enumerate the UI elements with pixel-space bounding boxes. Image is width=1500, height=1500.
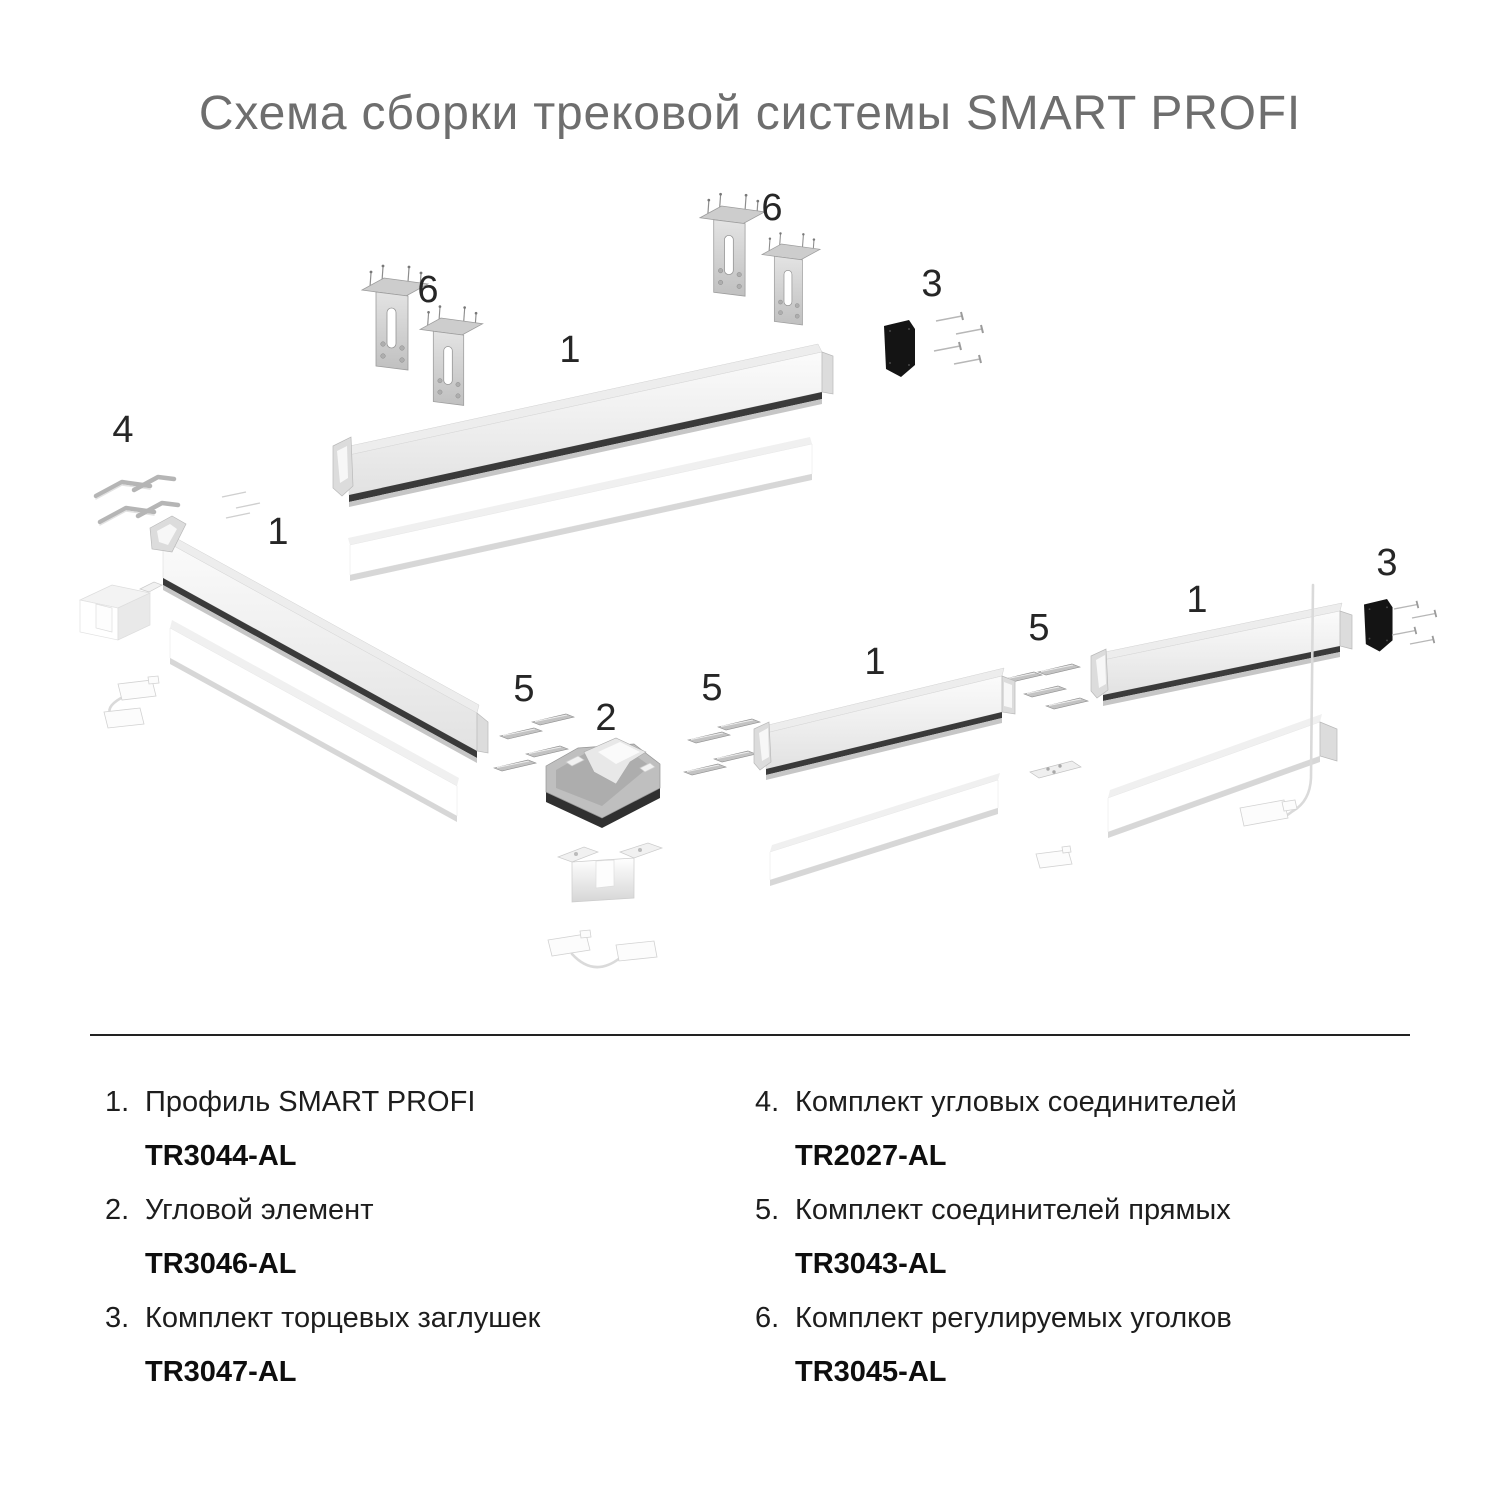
legend-item-code: TR2027-AL xyxy=(795,1140,947,1172)
legend-item xyxy=(755,1194,1395,1280)
callout-straight-connectors-left: 5 xyxy=(513,668,535,710)
legend-item-code: TR3046-AL xyxy=(145,1248,297,1280)
connector-strip xyxy=(500,728,542,739)
legend-column-right xyxy=(755,1086,1395,1410)
legend-item-label: Комплект угловых соединителей xyxy=(795,1086,1237,1118)
legend-item-code: TR3044-AL xyxy=(145,1140,297,1172)
connector-strip xyxy=(1046,698,1088,709)
legend-item-code: TR3047-AL xyxy=(145,1356,297,1388)
legend-item-code: TR3045-AL xyxy=(795,1356,947,1388)
legend-item-number: 4. xyxy=(755,1086,780,1118)
screw-icon xyxy=(954,355,981,364)
bracket-pair-center xyxy=(700,193,820,325)
screw-icon xyxy=(1394,601,1418,609)
corner-mount-bracket xyxy=(558,843,662,902)
screw-icon xyxy=(934,342,961,351)
legend-item-label: Угловой элемент xyxy=(145,1194,374,1226)
divider xyxy=(90,1034,1410,1036)
screw-icon xyxy=(956,325,983,334)
legend-column-left xyxy=(105,1086,705,1410)
callout-profile-mid: 1 xyxy=(864,641,886,683)
connector-strip xyxy=(526,746,568,757)
corner-cover-box xyxy=(80,582,162,640)
connector-strip xyxy=(714,751,756,762)
callout-endcap-right: 3 xyxy=(1376,542,1398,584)
screw-icon xyxy=(1412,610,1436,618)
end-cap-top xyxy=(884,312,983,377)
end-cap-right xyxy=(1364,599,1436,651)
callout-profile-right: 1 xyxy=(1186,579,1208,621)
cover-profile-mid xyxy=(770,773,1000,886)
screw-icon xyxy=(936,312,963,321)
mounting-bracket xyxy=(420,305,483,405)
callout-corner-connectors: 4 xyxy=(112,409,134,451)
end-cap-icon xyxy=(884,320,915,377)
legend-item-number: 5. xyxy=(755,1194,780,1226)
page-title: Схема сборки трековой системы SMART PROFI xyxy=(198,87,1302,140)
mounting-bracket xyxy=(762,232,820,325)
cover-profile-right xyxy=(1108,714,1337,838)
callout-straight-connectors-mid: 5 xyxy=(701,667,723,709)
legend-item-number: 6. xyxy=(755,1302,780,1334)
callout-bracket-center: 6 xyxy=(761,187,783,229)
legend-item-number: 1. xyxy=(105,1086,130,1118)
callout-profile-left: 1 xyxy=(267,511,289,553)
connector-strip xyxy=(494,760,536,771)
legend-item-number: 3. xyxy=(105,1302,130,1334)
flex-connector-center xyxy=(548,930,657,967)
legend-item-label: Профиль SMART PROFI xyxy=(145,1086,476,1118)
connector-strip xyxy=(688,732,730,743)
straight-connectors-mid xyxy=(684,719,760,775)
legend-item-code: TR3043-AL xyxy=(795,1248,947,1280)
callout-straight-connectors-right: 5 xyxy=(1028,607,1050,649)
corner-connector-kit xyxy=(96,477,260,525)
callout-endcap-top: 3 xyxy=(921,263,943,305)
track-profile-mid xyxy=(754,668,1015,780)
connector-strip xyxy=(684,764,726,775)
legend-item xyxy=(105,1194,705,1280)
connector-strip xyxy=(1038,664,1080,675)
legend-item xyxy=(755,1086,1395,1172)
legend-item xyxy=(105,1302,705,1388)
connector-strip xyxy=(718,719,760,730)
legend-item-label: Комплект соединителей прямых xyxy=(795,1194,1231,1226)
legend-item xyxy=(755,1302,1395,1388)
end-cap-icon xyxy=(1364,599,1393,651)
connector-strip xyxy=(532,714,574,725)
legend-item-label: Комплект торцевых заглушек xyxy=(145,1302,541,1334)
flex-connector-left xyxy=(104,676,159,728)
screw-icon xyxy=(1392,627,1416,635)
legend-item-number: 2. xyxy=(105,1194,130,1226)
legend-item xyxy=(105,1086,705,1172)
callout-corner-element: 2 xyxy=(595,697,617,739)
mounting-bracket xyxy=(700,193,765,296)
screw-icon xyxy=(1410,636,1434,644)
legend-item-label: Комплект регулируемых уголков xyxy=(795,1302,1232,1334)
callout-profile-top: 1 xyxy=(559,329,581,371)
callout-bracket-left: 6 xyxy=(417,269,439,311)
connector-strip xyxy=(1024,686,1066,697)
corner-element xyxy=(546,738,660,828)
